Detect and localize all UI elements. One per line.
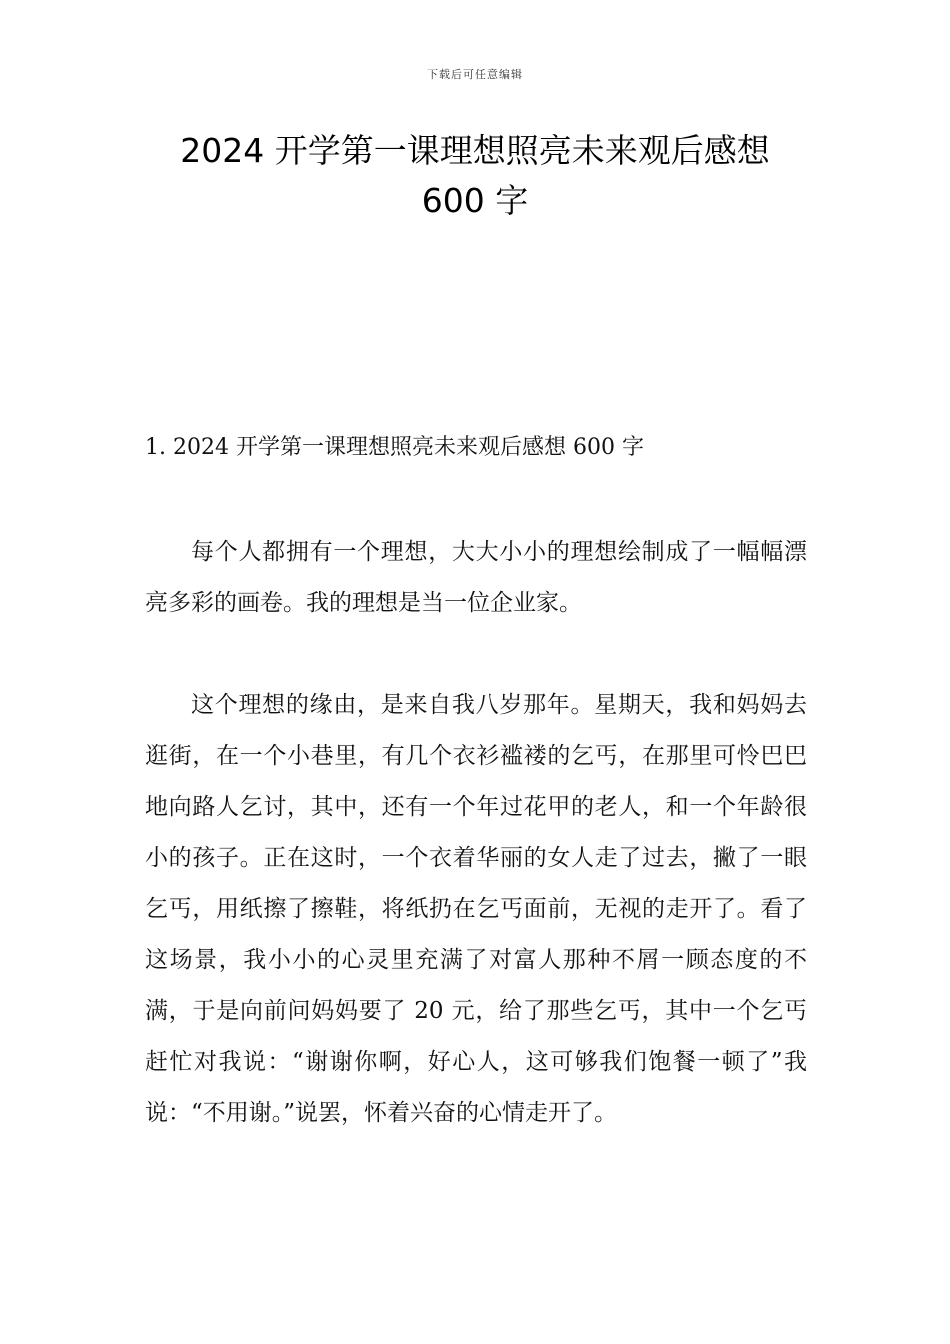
document-title-line-1: 2024 开学第一课理想照亮未来观后感想 bbox=[180, 131, 770, 170]
header-note: 下载后可任意编辑 bbox=[427, 68, 523, 81]
document-title bbox=[100, 126, 850, 226]
document-title-line-2: 600 字 bbox=[421, 181, 529, 220]
body-paragraph-1: 每个人都拥有一个理想，大大小小的理想绘制成了一幅幅漂亮多彩的画卷。我的理想是当一位企业家。 bbox=[145, 539, 807, 616]
body-paragraph-2: 这个理想的缘由，是来自我八岁那年。星期天，我和妈妈去逛街，在一个小巷里，有几个衣衫褴褛的乞丐，在那里可怜巴巴地向路人乞讨，其中，还有一个年过花甲的老人，和一个年龄很小的孩子。正在这时，一个衣着华丽的女人走了过去，撇了一眼乞丐，用纸擦了擦鞋，将纸扔在乞丐面前，无视的走开了。看了这场景，我小小的心灵里充满了对富人那种不屑一顾态度的不满，于是向前问妈妈要了 20 元，给了那些乞丐，其中一个乞丐赶忙对我说：“谢谢你啊，好心人，这可够我们饱餐一顿了”我说：“不用谢。”说罢，怀着兴奋的心情走开了。 bbox=[145, 692, 807, 1126]
section-heading: 1. 2024 开学第一课理想照亮未来观后感想 600 字 bbox=[145, 435, 644, 460]
